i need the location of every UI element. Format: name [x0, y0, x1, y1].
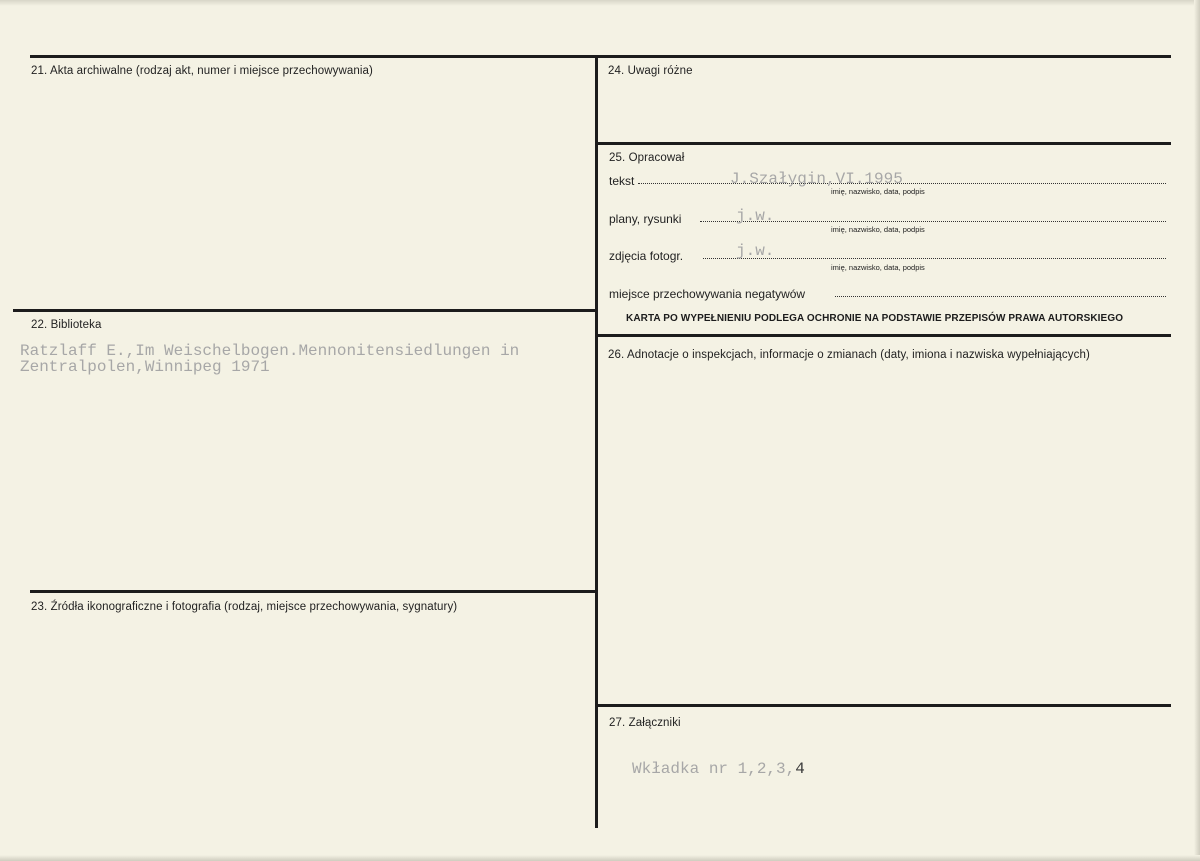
row-plany-label: plany, rysunki: [609, 212, 682, 226]
attachments-list: Wkładka nr 1,2,3,: [632, 760, 796, 778]
section-22-entry-line-2: Zentralpolen,Winnipeg 1971: [20, 358, 270, 376]
divider-22-23: [30, 590, 597, 593]
section-22-label: 22. Biblioteka: [31, 319, 102, 331]
card-top-edge: [0, 0, 1200, 6]
top-rule: [30, 55, 1171, 58]
row-tekst-hint: imię, nazwisko, data, podpis: [831, 187, 925, 196]
row-plany-value: j.w.: [736, 207, 775, 225]
section-23-label: 23. Źródła ikonograficzne i fotografia (rodzaj, miejsce przechowywania, sygnatury): [31, 601, 458, 613]
section-21-label: 21. Akta archiwalne (rodzaj akt, numer i miejsce przechowywania): [31, 65, 373, 77]
attachments-last-item: 4: [795, 760, 805, 778]
copyright-warning: KARTA PO WYPEŁNIENIU PODLEGA OCHRONIE NA PODSTAWIE PRZEPISÓW PRAWA AUTORSKIEGO: [626, 313, 1124, 324]
divider-21-22: [13, 309, 597, 312]
attachments-value: [632, 760, 805, 778]
card-right-edge: [1194, 0, 1200, 861]
card-bottom-edge: [0, 855, 1200, 861]
row-zdjecia-value: j.w.: [736, 242, 775, 260]
row-negatywy-label: miejsce przechowywania negatywów: [609, 287, 806, 301]
divider-26-27: [597, 704, 1171, 707]
row-tekst-label: tekst: [609, 174, 635, 188]
section-25-label: 25. Opracował: [609, 152, 685, 164]
section-26-label: 26. Adnotacje o inspekcjach, informacje o zmianach (daty, imiona i nazwiska wypełniających): [608, 349, 1090, 361]
divider-25-26: [597, 334, 1171, 337]
divider-24-25: [597, 142, 1171, 145]
row-negatywy-line: [835, 296, 1166, 297]
row-tekst-value: J.Szałygin,VI.1995: [730, 170, 903, 188]
row-zdjecia-label: zdjęcia fotogr.: [609, 249, 684, 263]
column-divider: [595, 55, 598, 828]
row-plany-hint: imię, nazwisko, data, podpis: [831, 225, 925, 234]
row-zdjecia-hint: imię, nazwisko, data, podpis: [831, 263, 925, 272]
section-22-entry-line-1: Ratzlaff E.,Im Weischelbogen.Mennonitensiedlungen in: [20, 342, 520, 360]
section-27-label: 27. Załączniki: [609, 717, 681, 729]
section-24-label: 24. Uwagi różne: [608, 65, 693, 77]
